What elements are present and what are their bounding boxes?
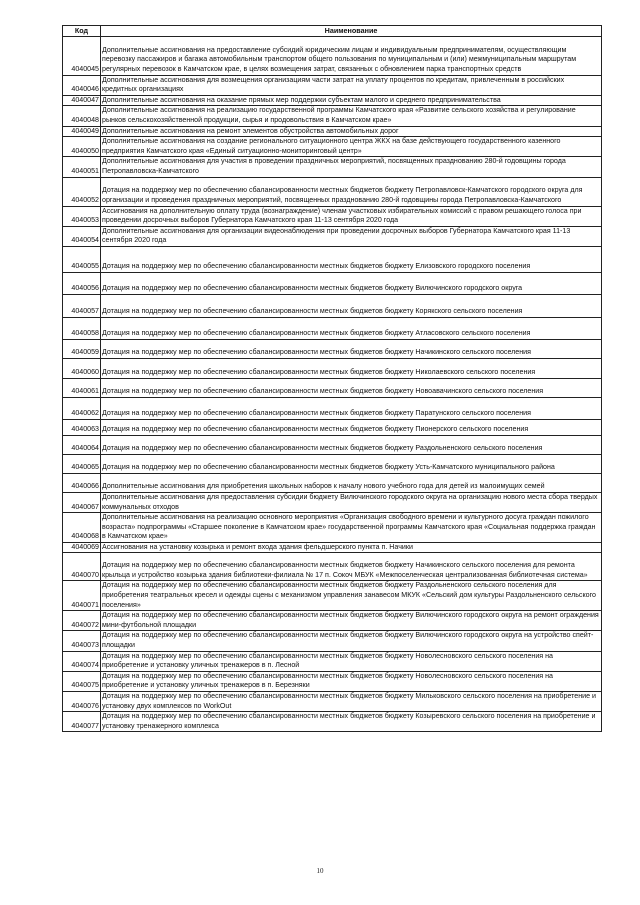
table-row (63, 226, 602, 246)
row-code: 4040075 (63, 671, 101, 691)
row-name: Дополнительные ассигнования на реализацию государственной программы Камчатского края «Развитие сельского хозяйства и регулирование рынков сельскохозяйственной продукции, сырья и продовольствия в Камчатском крае» (101, 106, 602, 126)
row-name: Дополнительные ассигнования для участия в проведении праздничных мероприятий, посвященных празднованию 280-й годовщины города Петропавловска-Камчатского (101, 157, 602, 177)
row-name: Дотация на поддержку мер по обеспечению сбалансированности местных бюджетов бюджету Начикинского сельского поселения (101, 339, 602, 358)
row-name: Дотация на поддержку мер по обеспечению сбалансированности местных бюджетов бюджету Вилючинского городского округа на ремонт ограждения мини-футбольной площадки (101, 611, 602, 631)
row-code: 4040049 (63, 126, 101, 137)
row-code: 4040051 (63, 157, 101, 177)
row-name: Дотация на поддержку мер по обеспечению сбалансированности местных бюджетов бюджету Раздольненского сельского поселения (101, 435, 602, 454)
row-code: 4040045 (63, 36, 101, 75)
row-code: 4040064 (63, 435, 101, 454)
page-number: 10 (316, 867, 324, 875)
row-name: Дотация на поддержку мер по обеспечению сбалансированности местных бюджетов бюджету Пионерского сельского поселения (101, 419, 602, 435)
row-code: 4040056 (63, 272, 101, 294)
table-row (63, 339, 602, 358)
row-code: 4040059 (63, 339, 101, 358)
row-code: 4040063 (63, 419, 101, 435)
table-row (63, 581, 602, 611)
budget-code-table (62, 25, 602, 732)
table-row (63, 246, 602, 272)
table-row (63, 513, 602, 543)
row-name: Дотация на поддержку мер по обеспечению сбалансированности местных бюджетов бюджету Раздольненского сельского поселения для приобретения театральных кресел и одежды сцены с механизмом управления занавесом МКУК «Сельский дом культуры Раздольненского сельского поселения» (101, 581, 602, 611)
row-code: 4040050 (63, 137, 101, 157)
table-row (63, 454, 602, 473)
row-name: Дотация на поддержку мер по обеспечению сбалансированности местных бюджетов бюджету Вилючинского городского округа на устройство спейт-площадки (101, 631, 602, 651)
row-code: 4040053 (63, 206, 101, 226)
table-row (63, 126, 602, 137)
row-name: Дотация на поддержку мер по обеспечению сбалансированности местных бюджетов бюджету Усть-Камчатского муниципального района (101, 454, 602, 473)
row-name: Дотация на поддержку мер по обеспечению сбалансированности местных бюджетов бюджету Паратунского сельского поселения (101, 397, 602, 419)
table-row (63, 553, 602, 581)
table-row (63, 631, 602, 651)
table-row (63, 435, 602, 454)
row-code: 4040076 (63, 692, 101, 712)
row-code: 4040061 (63, 378, 101, 397)
table-row (63, 95, 602, 106)
column-header-code: Код (63, 26, 101, 37)
row-code: 4040072 (63, 611, 101, 631)
row-code: 4040068 (63, 513, 101, 543)
table-row (63, 317, 602, 339)
row-name: Дотация на поддержку мер по обеспечению сбалансированности местных бюджетов бюджету Мильковского сельского поселения на приобретение и установку двух комплексов по WorkOut (101, 692, 602, 712)
table-row (63, 492, 602, 512)
table-row (63, 712, 602, 732)
row-name: Дотация на поддержку мер по обеспечению сбалансированности местных бюджетов бюджету Начикинского сельского поселения для ремонта крыльца и устройство козырька здания библиотеки-филиала № 17 п. Сокоч МБУК «Межпоселенческая централизованная библиотечная система» (101, 553, 602, 581)
row-name: Ассигнования на установку козырька и ремонт входа здания фельдшерского пункта п. Начики (101, 542, 602, 553)
row-name: Дополнительные ассигнования для предоставления субсидии бюджету Вилючинского городского округа на организацию нового места сбора твердых коммунальных отходов (101, 492, 602, 512)
row-code: 4040069 (63, 542, 101, 553)
row-name: Дотация на поддержку мер по обеспечению сбалансированности местных бюджетов бюджету Николаевского сельского поселения (101, 358, 602, 378)
table-row (63, 358, 602, 378)
table-row (63, 473, 602, 492)
row-code: 4040055 (63, 246, 101, 272)
row-name: Дотация на поддержку мер по обеспечению сбалансированности местных бюджетов бюджету Елизовского городского поселения (101, 246, 602, 272)
row-name: Дополнительные ассигнования для возмещения организациям части затрат на уплату процентов по кредитам, привлеченным в российских кредитных организациях (101, 75, 602, 95)
table-row (63, 157, 602, 177)
table-row (63, 206, 602, 226)
row-name: Дополнительные ассигнования на реализацию основного мероприятия «Организация свободного времени и культурного досуга граждан пожилого возраста» подпрограммы «Старшее поколение в Камчатском крае» государственной программы Камчатского края «Социальная поддержка граждан в Камчатском крае» (101, 513, 602, 543)
row-code: 4040062 (63, 397, 101, 419)
table-body (63, 36, 602, 732)
table-row (63, 692, 602, 712)
table-row (63, 397, 602, 419)
table-header-row (63, 26, 602, 37)
table-row (63, 419, 602, 435)
table-row (63, 137, 602, 157)
row-code: 4040065 (63, 454, 101, 473)
table-row (63, 378, 602, 397)
table-row (63, 671, 602, 691)
table-row (63, 651, 602, 671)
row-name: Дотация на поддержку мер по обеспечению сбалансированности местных бюджетов бюджету Вилючинского городского округа (101, 272, 602, 294)
table-row (63, 294, 602, 317)
table-row (63, 272, 602, 294)
row-name: Дотация на поддержку мер по обеспечению сбалансированности местных бюджетов бюджету Атласовского сельского поселения (101, 317, 602, 339)
row-code: 4040047 (63, 95, 101, 106)
row-name: Дополнительные ассигнования для приобретения школьных наборов к началу нового учебного года для детей из малоимущих семей (101, 473, 602, 492)
row-code: 4040077 (63, 712, 101, 732)
row-code: 4040071 (63, 581, 101, 611)
row-code: 4040067 (63, 492, 101, 512)
table-row (63, 611, 602, 631)
table-row (63, 75, 602, 95)
row-code: 4040052 (63, 177, 101, 206)
row-code: 4040046 (63, 75, 101, 95)
budget-code-table-container (62, 25, 601, 732)
row-name: Дополнительные ассигнования на оказание прямых мер поддержки субъектам малого и среднего предпринимательства (101, 95, 602, 106)
table-row (63, 177, 602, 206)
table-row (63, 36, 602, 75)
row-name: Дотация на поддержку мер по обеспечению сбалансированности местных бюджетов бюджету Новоавачинского сельского поселения (101, 378, 602, 397)
row-code: 4040057 (63, 294, 101, 317)
row-name: Дотация на поддержку мер по обеспечению сбалансированности местных бюджетов бюджету Новолесновского сельского поселения на приобретение и установку уличных тренажеров в п. Лесной (101, 651, 602, 671)
row-code: 4040066 (63, 473, 101, 492)
row-name: Дотация на поддержку мер по обеспечению сбалансированности местных бюджетов бюджету Петропавловск-Камчатского городского округа для организации и проведения праздничных мероприятий, посвященных празднованию 280-й годовщины города Петропавловска-Камчатского (101, 177, 602, 206)
table-row (63, 106, 602, 126)
row-name: Ассигнования на дополнительную оплату труда (вознаграждение) членам участковых избирательных комиссий с правом решающего голоса при проведении досрочных выборов Губернатора Камчатского края 11-13 сентября 2020 года (101, 206, 602, 226)
row-code: 4040048 (63, 106, 101, 126)
row-name: Дотация на поддержку мер по обеспечению сбалансированности местных бюджетов бюджету Новолесновского сельского поселения на приобретение и установку уличных тренажеров в п. Березняки (101, 671, 602, 691)
row-name: Дополнительные ассигнования на предоставление субсидий юридическим лицам и индивидуальным предпринимателям, осуществляющим перевозку пассажиров и багажа автомобильным транспортом общего пользования по муниципальным и (или) межмуниципальным маршрутам регулярных перевозок в Камчатском крае, в целях возмещения затрат, связанных с обновлением парка транспортных средств (101, 36, 602, 75)
table-row (63, 542, 602, 553)
row-code: 4040073 (63, 631, 101, 651)
row-name: Дополнительные ассигнования на создание регионального ситуационного центра ЖКХ на базе действующего государственного казенного предприятия Камчатского края «Единый ситуационно-мониторинговый центр» (101, 137, 602, 157)
row-code: 4040058 (63, 317, 101, 339)
row-code: 4040054 (63, 226, 101, 246)
row-name: Дотация на поддержку мер по обеспечению сбалансированности местных бюджетов бюджету Козыревского сельского поселения на приобретение и установку тренажерного комплекса (101, 712, 602, 732)
row-code: 4040060 (63, 358, 101, 378)
row-code: 4040070 (63, 553, 101, 581)
row-name: Дополнительные ассигнования для организации видеонаблюдения при проведении досрочных выборов Губернатора Камчатского края 11-13 сентября 2020 года (101, 226, 602, 246)
row-name: Дополнительные ассигнования на ремонт элементов обустройства автомобильных дорог (101, 126, 602, 137)
row-name: Дотация на поддержку мер по обеспечению сбалансированности местных бюджетов бюджету Корякского сельского поселения (101, 294, 602, 317)
row-code: 4040074 (63, 651, 101, 671)
column-header-name: Наименование (101, 26, 602, 37)
